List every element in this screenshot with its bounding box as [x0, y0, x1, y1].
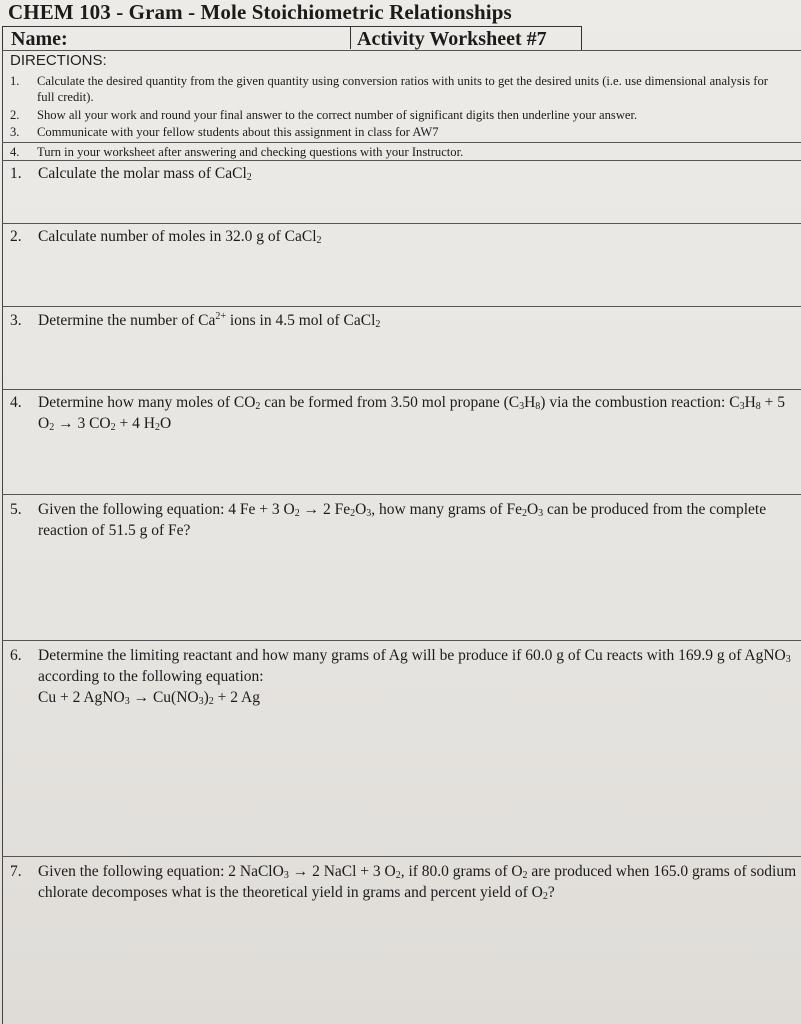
- question-number: 5.: [10, 501, 22, 518]
- divider: [2, 494, 801, 495]
- directions-heading: DIRECTIONS:: [10, 52, 107, 69]
- divider: [2, 306, 801, 307]
- divider: [2, 389, 801, 390]
- divider: [2, 142, 801, 143]
- question-number: 1.: [10, 165, 22, 182]
- question-text: Determine the limiting reactant and how many grams of Ag will be produce if 60.0 g of Cu reacts with 169.9 g of AgNO$_3$ according to the following equation: Cu + 2 AgNO$_3$ → $Cu(NO_3)_2 + 2$ Ag: [38, 647, 791, 707]
- direction-text: Turn in your worksheet after answering and checking questions with your Instructor.: [37, 145, 464, 159]
- name-label: Name:: [11, 28, 68, 50]
- question-text: Calculate the molar mass of CaCl$_2$: [38, 165, 252, 183]
- name-row: [2, 26, 582, 50]
- divider: [2, 640, 801, 641]
- question-number: 2.: [10, 228, 22, 245]
- question-number: 6.: [10, 647, 22, 664]
- direction-number: 2.: [10, 108, 20, 122]
- direction-number: 1.: [10, 74, 20, 88]
- question-text: Determine how many moles of $CO_2$ can be formed from 3.50 mol propane $(C_3H_8)$ via the combustion reaction: $C_3H_8 + 5$ $O_2 \to 3$ $CO_2 + 4$ $H_2O$: [38, 394, 786, 433]
- question-number: 4.: [10, 394, 22, 411]
- direction-text: Show all your work and round your final answer to the correct number of significant digits then underline your answer.: [37, 108, 638, 122]
- question-text: Determine the number of $Ca^{2+}$ ions in 4.5 mol of CaCl$_2$: [38, 311, 381, 330]
- activity-label: Activity Worksheet #7: [357, 28, 547, 50]
- question-text: Given the following equation: 4 Fe + 3 $O_2 \to 2$ $Fe_2O_3$, how many grams of $Fe_2O_3$ can be produced from the complete reaction of 51.5 g of Fe?: [38, 501, 767, 539]
- divider: [2, 856, 801, 857]
- direction-number: 4.: [10, 145, 20, 159]
- question-number: 7.: [10, 863, 22, 880]
- divider: [2, 160, 801, 161]
- direction-number: 3.: [10, 125, 20, 139]
- divider: [2, 50, 801, 51]
- question-text: Given the following equation: 2 NaClO$_3$ → 2 NaCl + 3 $O_2$, if 80.0 grams of $O_2$ are produced when 165.0 grams of sodium chlorate decomposes what is the theoretical yield in grams and percent yield of $O_2$?: [38, 863, 797, 902]
- activity-box: [350, 27, 582, 49]
- direction-text: Communicate with your fellow students about this assignment in class for AW7: [37, 125, 439, 139]
- page-title: CHEM 103 - Gram - Mole Stoichiometric Relationships: [8, 0, 512, 24]
- question-number: 3.: [10, 312, 22, 329]
- direction-text: Calculate the desired quantity from the given quantity using conversion ratios with units to get the desired units (i.e. use dimensional analysis for full credit).: [37, 74, 768, 104]
- question-text: Calculate number of moles in 32.0 g of CaCl$_2$: [38, 228, 322, 246]
- divider: [2, 223, 801, 224]
